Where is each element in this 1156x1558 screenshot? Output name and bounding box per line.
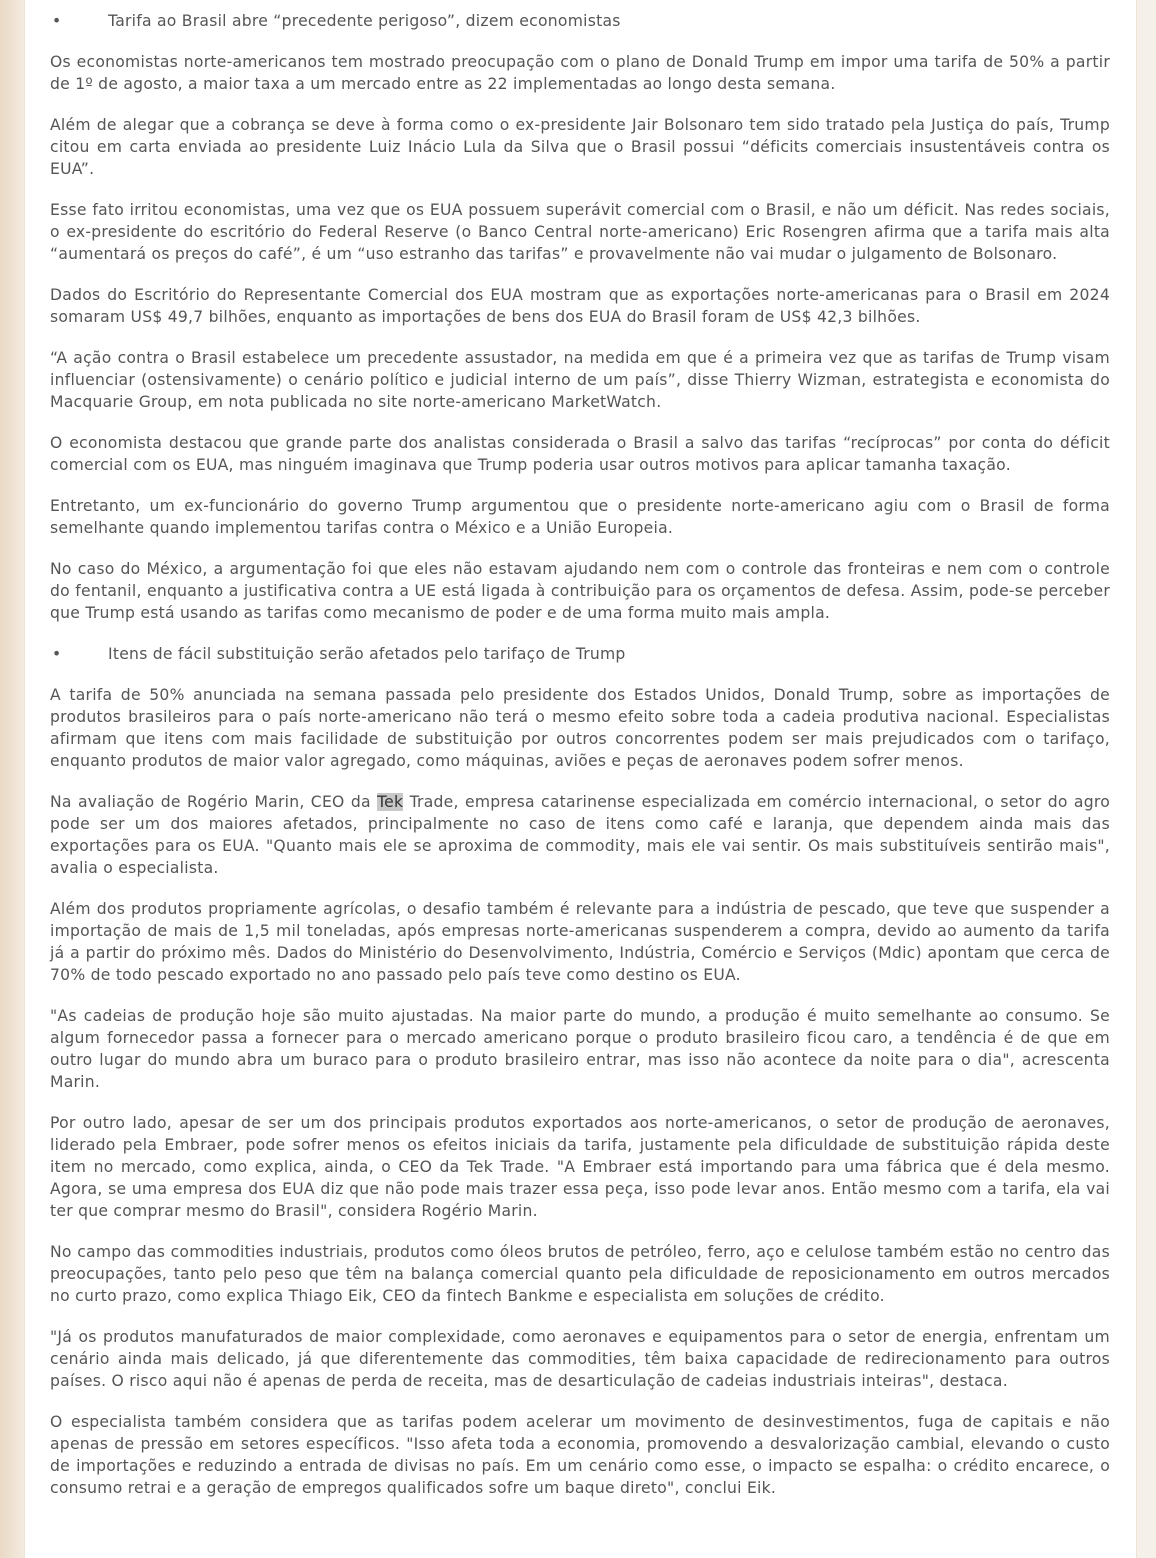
paragraph: O economista destacou que grande parte dos analistas considerada o Brasil a salvo das tarifas “recíprocas” por conta do déficit comercial com os EUA, mas ninguém imaginava que Trump poderia usar outros motivos para aplicar tamanha taxação. — [50, 434, 1110, 474]
paragraph: “A ação contra o Brasil estabelece um precedente assustador, na medida em que é a primeira vez que as tarifas de Trump visam influenciar (ostensivamente) o cenário político e judicial interno de um país”, disse Thierry Wizman, estrategista e economista do Macquarie Group, em nota publicada no site norte-americano MarketWatch. — [50, 349, 1110, 411]
paragraph: Além de alegar que a cobrança se deve à forma como o ex-presidente Jair Bolsonaro tem sido tratado pela Justiça do país, Trump citou em carta enviada ao presidente Luiz Inácio Lula da Silva que o Brasil possui “déficits comerciais insustentáveis contra os EUA”. — [50, 116, 1110, 178]
paragraph — [50, 791, 1110, 879]
heading-text: Itens de fácil substituição serão afetados pelo tarifaço de Trump — [108, 645, 626, 663]
paragraph: Além dos produtos propriamente agrícolas, o desafio também é relevante para a indústria de pescado, que teve que suspender a importação de mais de 1,5 mil toneladas, após empresas norte-americanas suspenderem a compra, devido ao aumento da tarifa já a partir do próximo mês. Dados do Ministério do Desenvolvimento, Indústria, Comércio e Serviços (Mdic) apontam que cerca de 70% de todo pescado exportado no ano passado pelo país teve como destino os EUA. — [50, 900, 1110, 984]
paragraph: A tarifa de 50% anunciada na semana passada pelo presidente dos Estados Unidos, Donald Trump, sobre as importações de produtos brasileiros para o país norte-americano não terá o mesmo efeito sobre toda a cadeia produtiva nacional. Especialistas afirmam que itens com mais facilidade de substituição por outros concorrentes podem ser mais prejudicados com o tarifaço, enquanto produtos de maior valor agregado, como máquinas, aviões e peças de aeronaves podem sofrer menos. — [50, 686, 1110, 770]
paragraph: O especialista também considera que as tarifas podem acelerar um movimento de desinvestimentos, fuga de capitais e não apenas de pressão em setores específicos. "Isso afeta toda a economia, promovendo a desvalorização cambial, elevando o custo de importações e reduzindo a entrada de divisas no país. Em um cenário como esse, o impacto se espalha: o crédito encarece, o consumo retrai e a geração de empregos qualificados sofre um baque direto", conclui Eik. — [50, 1413, 1110, 1497]
paragraph: No campo das commodities industriais, produtos como óleos brutos de petróleo, ferro, aço e celulose também estão no centro das preocupações, tanto pelo peso que têm na balança comercial quanto pela dificuldade de reposicionamento em outros mercados no curto prazo, como explica Thiago Eik, CEO da fintech Bankme e especialista em soluções de crédito. — [50, 1243, 1110, 1305]
paragraph: Dados do Escritório do Representante Comercial dos EUA mostram que as exportações norte-americanas para o Brasil em 2024 somaram US$ 49,7 bilhões, enquanto as importações de bens dos EUA do Brasil foram de US$ 42,3 bilhões. — [50, 286, 1110, 326]
article-panel — [24, 0, 1137, 1558]
paragraph: No caso do México, a argumentação foi que eles não estavam ajudando nem com o controle das fronteiras e nem com o controle do fentanil, enquanto a justificativa contra a UE está ligada à contribuição para os orçamentos de defesa. Assim, pode-se perceber que Trump está usando as tarifas como mecanismo de poder e de uma forma muito mais ampla. — [50, 560, 1110, 622]
paragraph: "As cadeias de produção hoje são muito ajustadas. Na maior parte do mundo, a produção é muito semelhante ao consumo. Se algum fornecedor passa a fornecer para o mercado americano porque o produto brasileiro ficou caro, a tendência é de que em outro lugar do mundo abra um buraco para o produto brasileiro entrar, mas isso não acontece da noite para o dia", acrescenta Marin. — [50, 1007, 1110, 1091]
section-heading — [50, 643, 1110, 665]
bullet-icon: • — [52, 12, 62, 30]
heading-text: Tarifa ao Brasil abre “precedente perigoso”, dizem economistas — [108, 12, 621, 30]
article-body — [50, 10, 1110, 1518]
paragraph: Entretanto, um ex-funcionário do governo Trump argumentou que o presidente norte-americano agiu com o Brasil de forma semelhante quando implementou tarifas contra o México e a União Europeia. — [50, 497, 1110, 537]
section-heading — [50, 10, 1110, 32]
paragraph: Por outro lado, apesar de ser um dos principais produtos exportados aos norte-americanos, o setor de produção de aeronaves, liderado pela Embraer, pode sofrer menos os efeitos iniciais da tarifa, justamente pela dificuldade de substituição rápida deste item no mercado, como explica, ainda, o CEO da Tek Trade. "A Embraer está importando para uma fábrica que é dela mesmo. Agora, se uma empresa dos EUA diz que não pode mais trazer essa peça, isso pode levar anos. Então mesmo com a tarifa, ela vai ter que comprar mesmo do Brasil", considera Rogério Marin. — [50, 1114, 1110, 1220]
page-margin-right — [1135, 0, 1156, 1558]
bullet-icon: • — [52, 645, 62, 663]
paragraph: Os economistas norte-americanos tem mostrado preocupação com o plano de Donald Trump em impor uma tarifa de 50% a partir de 1º de agosto, a maior taxa a um mercado entre as 22 implementadas ao longo desta semana. — [50, 53, 1110, 93]
paragraph: Esse fato irritou economistas, uma vez que os EUA possuem superávit comercial com o Brasil, e não um déficit. Nas redes sociais, o ex-presidente do escritório do Federal Reserve (o Banco Central norte-americano) Eric Rosengren afirma que a tarifa mais alta “aumentará os preços do café”, é um “uso estranho das tarifas” e provavelmente não vai mudar o julgamento de Bolsonaro. — [50, 201, 1110, 263]
selected-text[interactable]: Tek — [377, 793, 404, 811]
text: Trade, empresa catarinense especializada em comércio internacional, o setor do agro pode ser um dos maiores afetados, principalmente no caso de itens como café e laranja, que dependem ainda mais das exportações para os EUA. "Quanto mais ele se aproxima de commodity, mais ele vai sentir. Os mais substituíveis sentirão mais", avalia o especialista. — [50, 793, 1110, 877]
paragraph: "Já os produtos manufaturados de maior complexidade, como aeronaves e equipamentos para o setor de energia, enfrentam um cenário ainda mais delicado, já que diferentemente das commodities, têm baixa capacidade de redirecionamento para outros países. O risco aqui não é apenas de perda de receita, mas de desarticulação de cadeias industriais inteiras", destaca. — [50, 1328, 1110, 1390]
text: Na avaliação de Rogério Marin, CEO da — [50, 793, 378, 811]
